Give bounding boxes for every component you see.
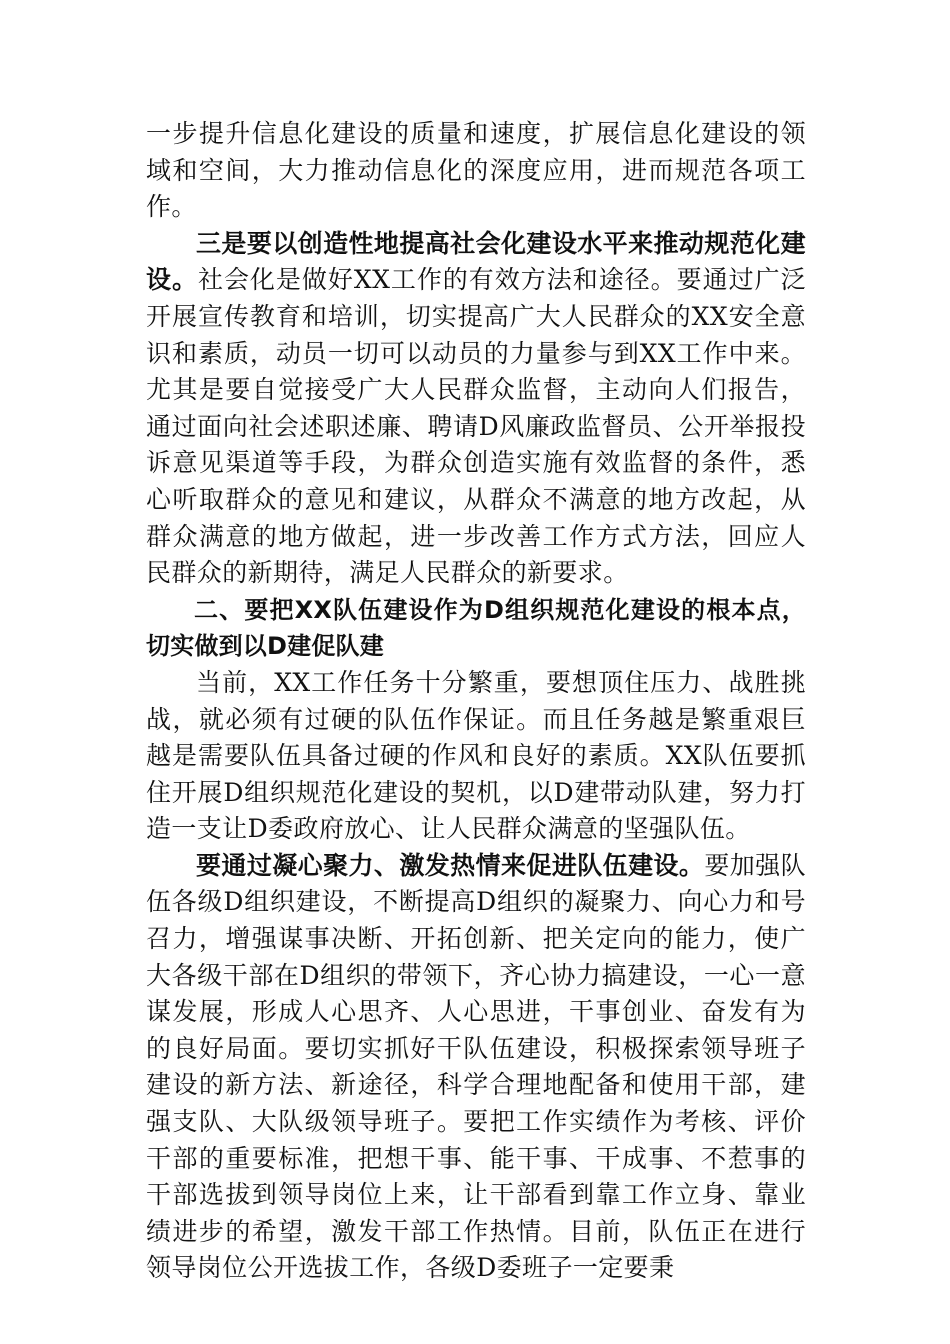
paragraph-socialization-lead: 三是要以创造性地提高社会化建设水平来推动规范化建设。 bbox=[146, 228, 806, 295]
paragraph-current-tasks: 当前，XX工作任务十分繁重，要想顶住压力、战胜挑战，就必须有过硬的队伍作保证。而且任务越是繁重艰巨越是需要队伍具备过硬的作风和良好的素质。XX队伍要抓住开展D组织规范化建设的契机，以D建带动队建，努力打造一支让D委政府放心、让人民群众满意的坚强队伍。 bbox=[146, 667, 806, 844]
paragraph-cohesion-lead: 要通过凝心聚力、激发热情来促进队伍建设。 bbox=[196, 850, 705, 880]
paragraph-socialization-text: 社会化是做好XX工作的有效方法和途径。要通过广泛开展宣传教育和培训，切实提高广大人民群众的XX安全意识和素质，动员一切可以动员的力量参与到XX工作中来。尤其是要自觉接受广大人民群众监督，主动向人们报告，通过面向社会述职述廉、聘请D风廉政监督员、公开举报投诉意见渠道等手段，为群众创造实施有效监督的条件，悉心听取群众的意见和建议，从群众不满意的地方改起，从群众满意的地方做起，进一步改善工作方式方法，回应人民群众的新期待，满足人民群众的新要求。 bbox=[146, 265, 806, 588]
document-body bbox=[146, 116, 806, 1287]
section-heading-team-building: 二、要把XX队伍建设作为D组织规范化建设的根本点，切实做到以D建促队建 bbox=[146, 595, 806, 661]
paragraph-cohesion bbox=[146, 848, 806, 1287]
paragraph-informatization: 一步提升信息化建设的质量和速度，扩展信息化建设的领域和空间，大力推动信息化的深度应用，进而规范各项工作。 bbox=[146, 119, 806, 222]
paragraph-socialization bbox=[146, 226, 806, 592]
paragraph-cohesion-text: 要加强队伍各级D组织建设，不断提高D组织的凝聚力、向心力和号召力，增强谋事决断、开拓创新、把关定向的能力，使广大各级干部在D组织的带领下，齐心协力搞建设，一心一意谋发展，形成人心思齐、人心思进，干事创业、奋发有为的良好局面。要切实抓好干队伍建设，积极探索领导班子建设的新方法、新途径，科学合理地配备和使用干部，建强支队、大队级领导班子。要把工作实绩作为考核、评价干部的重要标准，把想干事、能干事、干成事、不惹事的干部选拔到领导岗位上来，让干部看到靠工作立身、靠业绩进步的希望，激发干部工作热情。目前，队伍正在进行领导岗位公开选拔工作，各级D委班子一定要秉 bbox=[146, 850, 806, 1283]
